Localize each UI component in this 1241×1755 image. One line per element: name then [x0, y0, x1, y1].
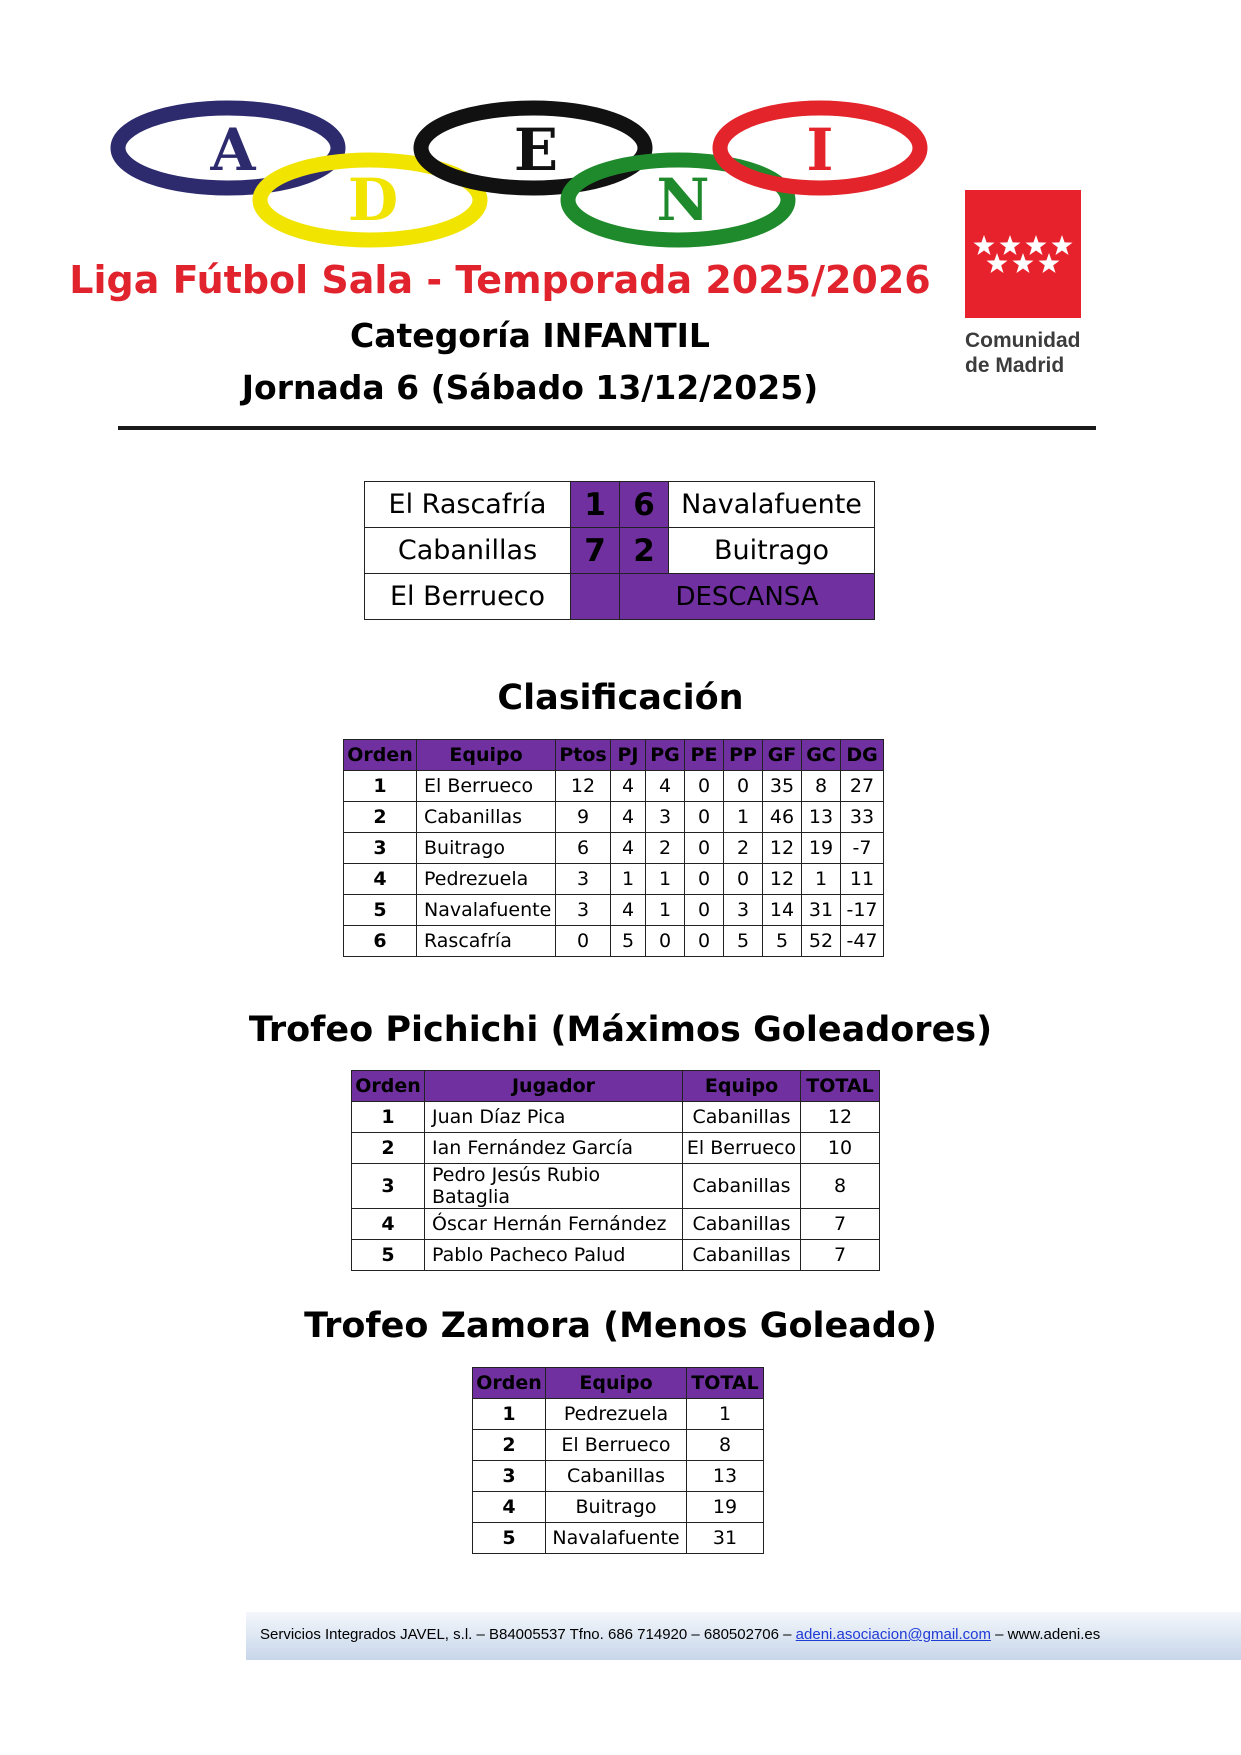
table-cell: 5 [473, 1523, 546, 1554]
footer-text: Servicios Integrados JAVEL, s.l. – B84005537 Tfno. 686 714920 – 680502706 – [260, 1626, 796, 1643]
table-cell: Juan Díaz Pica [425, 1102, 683, 1133]
away-team: Navalafuente [669, 482, 875, 528]
footer-website: – www.adeni.es [991, 1626, 1101, 1643]
table-cell: 1 [611, 864, 646, 895]
table-cell: 5 [611, 926, 646, 957]
table-cell: 12 [801, 1102, 880, 1133]
column-header: Equipo [546, 1368, 687, 1399]
table-cell: 1 [352, 1102, 425, 1133]
table-cell: 4 [344, 864, 417, 895]
match-row [365, 482, 875, 528]
table-row [352, 1102, 880, 1133]
zamora-header-row [473, 1368, 764, 1399]
table-cell: 0 [646, 926, 685, 957]
table-cell: 1 [344, 771, 417, 802]
column-header: Jugador [425, 1071, 683, 1102]
table-cell: 31 [802, 895, 841, 926]
pichichi-title: Trofeo Pichichi (Máximos Goleadores) [248, 1010, 993, 1050]
table-cell: 14 [763, 895, 802, 926]
table-cell: Cabanillas [417, 802, 556, 833]
page-title: Liga Fútbol Sala - Temporada 2025/2026 [69, 258, 931, 302]
table-cell: 4 [611, 895, 646, 926]
table-cell: Cabanillas [546, 1461, 687, 1492]
logo-letter-a: A [210, 116, 256, 184]
logo-letter-e: E [513, 116, 559, 184]
table-cell: 0 [724, 864, 763, 895]
table-cell: 4 [611, 833, 646, 864]
home-score: 7 [571, 528, 620, 574]
table-row [344, 833, 884, 864]
header-divider [118, 426, 1096, 430]
table-cell: 3 [473, 1461, 546, 1492]
table-cell: Buitrago [546, 1492, 687, 1523]
table-cell: 8 [802, 771, 841, 802]
match-row [365, 528, 875, 574]
zamora-title: Trofeo Zamora (Menos Goleado) [304, 1306, 937, 1346]
home-team: El Rascafría [365, 482, 571, 528]
table-cell: 4 [646, 771, 685, 802]
table-row [473, 1492, 764, 1523]
table-cell: 2 [724, 833, 763, 864]
column-header: PJ [611, 740, 646, 771]
table-cell: 12 [763, 833, 802, 864]
table-cell: 5 [352, 1240, 425, 1271]
table-cell: 3 [724, 895, 763, 926]
table-cell: 9 [556, 802, 611, 833]
column-header: TOTAL [687, 1368, 764, 1399]
footer-email-link[interactable]: adeni.asociacion@gmail.com [795, 1626, 991, 1643]
zamora-table [472, 1367, 764, 1554]
madrid-label-line1: Comunidad [965, 329, 1081, 352]
table-cell: 27 [841, 771, 884, 802]
adeni-logo [108, 98, 928, 258]
column-header: GC [802, 740, 841, 771]
table-row [352, 1164, 880, 1209]
table-cell: 0 [724, 771, 763, 802]
standings-table [343, 739, 884, 957]
table-cell: 4 [611, 802, 646, 833]
table-cell: Cabanillas [683, 1209, 801, 1240]
table-cell: Pablo Pacheco Palud [425, 1240, 683, 1271]
column-header: GF [763, 740, 802, 771]
table-cell: 4 [611, 771, 646, 802]
column-header: PP [724, 740, 763, 771]
column-header: Orden [344, 740, 417, 771]
rest-row [365, 574, 875, 620]
table-row [352, 1209, 880, 1240]
table-cell: Navalafuente [417, 895, 556, 926]
pichichi-table [351, 1070, 880, 1271]
table-row [473, 1430, 764, 1461]
away-score: 6 [620, 482, 669, 528]
table-cell: 3 [556, 864, 611, 895]
round-title: Jornada 6 (Sábado 13/12/2025) [241, 368, 819, 407]
table-cell: 5 [763, 926, 802, 957]
column-header: PG [646, 740, 685, 771]
table-cell: 19 [687, 1492, 764, 1523]
table-cell: El Berrueco [683, 1133, 801, 1164]
table-cell: Cabanillas [683, 1164, 801, 1209]
away-score: 2 [620, 528, 669, 574]
table-cell: 13 [802, 802, 841, 833]
table-cell: 3 [556, 895, 611, 926]
rest-empty-cell [571, 574, 620, 620]
table-cell: 7 [801, 1240, 880, 1271]
table-cell: Navalafuente [546, 1523, 687, 1554]
standings-body [344, 771, 884, 957]
table-cell: 19 [802, 833, 841, 864]
table-cell: 35 [763, 771, 802, 802]
table-row [344, 771, 884, 802]
table-cell: 8 [687, 1430, 764, 1461]
table-row [473, 1523, 764, 1554]
column-header: Ptos [556, 740, 611, 771]
table-cell: 6 [556, 833, 611, 864]
table-cell: 52 [802, 926, 841, 957]
table-cell: 6 [344, 926, 417, 957]
table-cell: 5 [344, 895, 417, 926]
table-cell: 2 [352, 1133, 425, 1164]
table-cell: 0 [685, 802, 724, 833]
rest-team: El Berrueco [365, 574, 571, 620]
pichichi-body [352, 1102, 880, 1271]
table-cell: Pedrezuela [546, 1399, 687, 1430]
table-cell: 1 [724, 802, 763, 833]
table-cell: 13 [687, 1461, 764, 1492]
table-cell: 1 [473, 1399, 546, 1430]
zamora-body [473, 1399, 764, 1554]
match-results-table [364, 481, 875, 620]
table-cell: 0 [685, 926, 724, 957]
table-cell: 11 [841, 864, 884, 895]
logo-letter-n: N [656, 166, 710, 234]
table-cell: 1 [646, 895, 685, 926]
standings-header-row [344, 740, 884, 771]
table-cell: 4 [352, 1209, 425, 1240]
table-cell: 46 [763, 802, 802, 833]
table-cell: 8 [801, 1164, 880, 1209]
table-cell: Ian Fernández García [425, 1133, 683, 1164]
category-title: Categoría INFANTIL [350, 316, 710, 355]
table-cell: 1 [646, 864, 685, 895]
standings-title: Clasificación [497, 678, 744, 718]
table-row [352, 1133, 880, 1164]
table-cell: 31 [687, 1523, 764, 1554]
table-cell: Cabanillas [683, 1240, 801, 1271]
logo-letter-i: I [806, 116, 834, 184]
table-cell: -47 [841, 926, 884, 957]
away-team: Buitrago [669, 528, 875, 574]
table-cell: El Berrueco [546, 1430, 687, 1461]
table-row [344, 895, 884, 926]
table-row [344, 926, 884, 957]
column-header: Equipo [417, 740, 556, 771]
home-team: Cabanillas [365, 528, 571, 574]
table-row [352, 1240, 880, 1271]
footer [246, 1612, 1241, 1660]
table-cell: 3 [646, 802, 685, 833]
table-cell: 33 [841, 802, 884, 833]
table-cell: 12 [556, 771, 611, 802]
table-cell: 2 [473, 1430, 546, 1461]
home-score: 1 [571, 482, 620, 528]
table-cell: Rascafría [417, 926, 556, 957]
table-cell: Pedrezuela [417, 864, 556, 895]
table-cell: 0 [685, 864, 724, 895]
table-cell: Óscar Hernán Fernández [425, 1209, 683, 1240]
table-cell: Cabanillas [683, 1102, 801, 1133]
table-cell: 0 [556, 926, 611, 957]
madrid-label-line2: de Madrid [965, 354, 1065, 377]
table-cell: Buitrago [417, 833, 556, 864]
table-cell: 2 [646, 833, 685, 864]
table-cell: 0 [685, 833, 724, 864]
table-cell: -17 [841, 895, 884, 926]
table-cell: 0 [685, 895, 724, 926]
table-cell: 1 [687, 1399, 764, 1430]
rest-label: DESCANSA [620, 574, 875, 620]
table-cell: El Berrueco [417, 771, 556, 802]
table-cell: 0 [685, 771, 724, 802]
table-cell: 10 [801, 1133, 880, 1164]
table-row [344, 864, 884, 895]
table-row [473, 1399, 764, 1430]
column-header: Equipo [683, 1071, 801, 1102]
column-header: Orden [473, 1368, 546, 1399]
table-cell: 12 [763, 864, 802, 895]
table-cell: 2 [344, 802, 417, 833]
table-row [473, 1461, 764, 1492]
table-cell: 3 [352, 1164, 425, 1209]
table-row [344, 802, 884, 833]
pichichi-header-row [352, 1071, 880, 1102]
table-cell: Pedro Jesús Rubio Bataglia [425, 1164, 683, 1209]
column-header: PE [685, 740, 724, 771]
table-cell: 7 [801, 1209, 880, 1240]
table-cell: 3 [344, 833, 417, 864]
column-header: DG [841, 740, 884, 771]
table-cell: -7 [841, 833, 884, 864]
column-header: TOTAL [801, 1071, 880, 1102]
column-header: Orden [352, 1071, 425, 1102]
table-cell: 5 [724, 926, 763, 957]
table-cell: 4 [473, 1492, 546, 1523]
logo-letter-d: D [347, 166, 399, 234]
table-cell: 1 [802, 864, 841, 895]
